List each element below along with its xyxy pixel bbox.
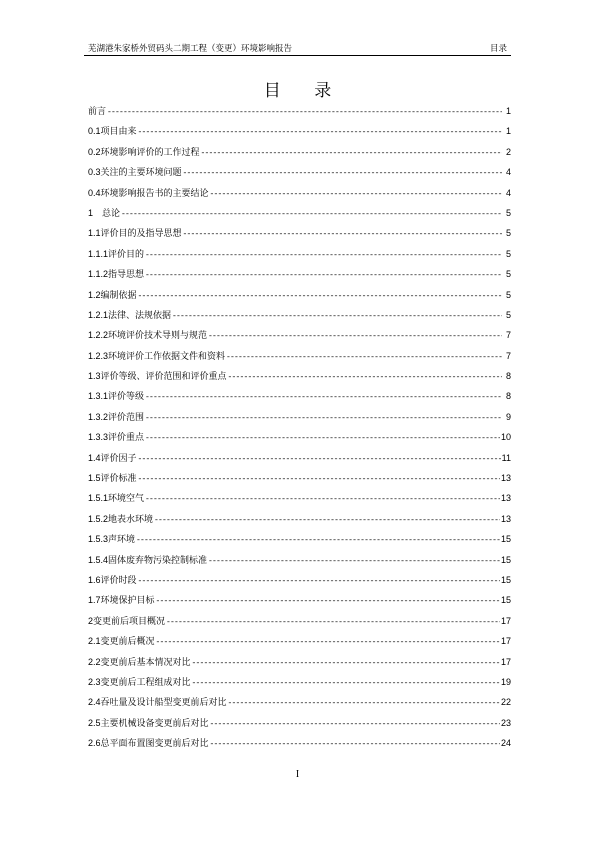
toc-leader-dashes <box>156 597 500 606</box>
toc-entry[interactable] <box>88 736 511 756</box>
toc-entry[interactable] <box>88 226 511 246</box>
toc-leader-dashes <box>192 679 500 688</box>
toc-leader-dashes <box>172 312 502 321</box>
toc-leader-dashes <box>208 557 500 566</box>
toc-entry[interactable] <box>88 267 511 287</box>
toc-entry-page: 19 <box>500 676 511 687</box>
toc-leader-dashes <box>138 455 501 464</box>
toc-entry[interactable] <box>88 410 511 430</box>
toc-leader-dashes <box>210 720 500 729</box>
toc-entry-title: 评价标准 <box>100 474 137 485</box>
page-header <box>88 40 507 54</box>
toc-leader-dashes <box>145 414 502 423</box>
toc-entry-number: 1.4 <box>88 452 101 463</box>
toc-entry-number: 2 <box>88 615 94 626</box>
toc-entry[interactable] <box>88 206 511 226</box>
toc-entry-page: 17 <box>500 615 511 626</box>
toc-entry-page: 7 <box>505 350 511 361</box>
toc-entry-number: 2.6 <box>88 738 101 749</box>
toc-entry-page: 5 <box>505 248 511 259</box>
toc-entry-page: 9 <box>505 411 511 422</box>
toc-entry-title: 变更前后项目概况 <box>93 616 166 627</box>
toc-entry-title: 评价范围 <box>108 412 145 423</box>
toc-entry[interactable] <box>88 532 511 552</box>
toc-entry-page: 17 <box>500 636 511 647</box>
toc-entry-page: 22 <box>500 697 511 708</box>
toc-leader-dashes <box>107 108 502 117</box>
toc-entry[interactable] <box>88 328 511 348</box>
toc-leader-dashes <box>210 740 500 749</box>
header-title: 芜湖港朱家桥外贸码头二期工程（变更）环境影响报告 <box>88 44 293 54</box>
toc-leader-dashes <box>121 210 502 219</box>
toc-entry-number: 0.3 <box>88 167 101 178</box>
toc-entry-title: 总平面布置图变更前后对比 <box>100 739 209 750</box>
toc-entry-page: 5 <box>505 207 511 218</box>
toc-entry-page: 15 <box>500 574 511 585</box>
toc-entry-title: 吞吐量及设计船型变更前后对比 <box>100 698 227 709</box>
toc-entry[interactable] <box>88 675 511 695</box>
toc-entry[interactable] <box>88 104 511 124</box>
toc-entry[interactable] <box>88 186 511 206</box>
toc-leader-dashes <box>145 434 500 443</box>
toc-entry-page: 8 <box>505 371 511 382</box>
toc-entry-page: 8 <box>505 391 511 402</box>
page-title: 目 录 <box>263 81 346 101</box>
toc-entry-number: 2.5 <box>88 717 101 728</box>
toc-entry[interactable] <box>88 451 511 471</box>
toc-entry-page: 13 <box>500 513 511 524</box>
toc-entry-number: 1.7 <box>88 595 101 606</box>
toc-entry-page: 15 <box>500 554 511 565</box>
toc-entry[interactable] <box>88 145 511 165</box>
toc-leader-dashes <box>228 373 502 382</box>
toc-entry-title: 法律、法规依据 <box>108 310 172 321</box>
toc-entry-title: 总论 <box>93 208 121 219</box>
toc-entry-number: 1.3.1 <box>88 391 109 402</box>
toc-entry-title: 环境影响报告书的主要结论 <box>100 188 209 199</box>
toc-entry-title: 项目由来 <box>100 127 137 138</box>
toc-entry[interactable] <box>88 491 511 511</box>
toc-entry-number: 1.2.3 <box>88 350 109 361</box>
toc-leader-dashes <box>145 393 502 402</box>
toc-entry[interactable] <box>88 634 511 654</box>
toc-leader-dashes <box>183 230 502 239</box>
toc-leader-dashes <box>192 659 500 668</box>
toc-entry-title: 地表水环境 <box>108 514 154 525</box>
toc-entry-number: 1.5.4 <box>88 554 109 565</box>
toc-entry[interactable] <box>88 124 511 144</box>
toc-leader-dashes <box>228 699 500 708</box>
toc-leader-dashes <box>136 536 500 545</box>
toc-leader-dashes <box>210 190 502 199</box>
toc-entry-number: 1.3.3 <box>88 432 109 443</box>
toc-entry-number: 0.2 <box>88 146 101 157</box>
toc-entry-title: 评价因子 <box>100 453 137 464</box>
toc-entry-title: 关注的主要环境问题 <box>100 168 182 179</box>
toc-leader-dashes <box>145 495 500 504</box>
toc-entry-page: 1 <box>505 126 511 137</box>
toc-entry-number: 1.1.1 <box>88 248 109 259</box>
toc-entry[interactable] <box>88 716 511 736</box>
toc-entry-title: 变更前后概况 <box>100 637 155 648</box>
toc-entry-page: 23 <box>500 717 511 728</box>
toc-entry-title: 前言 <box>88 107 107 117</box>
toc-leader-dashes <box>201 149 502 158</box>
toc-entry-number: 1.2.1 <box>88 309 109 320</box>
toc-entry-number: 1.1.2 <box>88 269 109 280</box>
toc-entry[interactable] <box>88 247 511 267</box>
toc-entry-title: 环境空气 <box>108 494 145 505</box>
toc-entry-title: 环境评价工作依据文件和资料 <box>108 351 226 362</box>
toc-entry-page: 24 <box>500 738 511 749</box>
toc-entry-title: 编制依据 <box>100 290 137 301</box>
toc-entry-page: 17 <box>500 656 511 667</box>
toc-entry-page: 4 <box>505 187 511 198</box>
toc-entry-page: 5 <box>505 269 511 280</box>
header-divider <box>84 55 511 56</box>
toc-entry-page: 7 <box>505 330 511 341</box>
toc-entry-title: 评价重点 <box>108 433 145 444</box>
toc-entry-title: 评价时段 <box>100 575 137 586</box>
toc-entry-title: 指导思想 <box>108 270 145 281</box>
toc-entry[interactable] <box>88 165 511 185</box>
toc-entry-page: 5 <box>505 309 511 320</box>
toc-entry-page: 5 <box>505 289 511 300</box>
toc-entry-number: 0.4 <box>88 187 101 198</box>
toc-entry[interactable] <box>88 308 511 328</box>
toc-leader-dashes <box>154 516 500 525</box>
toc-leader-dashes <box>156 638 500 647</box>
table-of-contents <box>88 104 511 757</box>
toc-entry-title: 环境保护目标 <box>100 596 155 607</box>
toc-entry-title: 评价等级、评价范围和评价重点 <box>100 372 227 383</box>
toc-entry-number: 1.1 <box>88 228 101 239</box>
toc-entry[interactable] <box>88 593 511 613</box>
toc-entry-number: 2.3 <box>88 676 101 687</box>
toc-entry[interactable] <box>88 369 511 389</box>
toc-entry[interactable] <box>88 695 511 715</box>
toc-entry[interactable] <box>88 553 511 573</box>
toc-entry[interactable] <box>88 430 511 450</box>
toc-leader-dashes <box>138 577 500 586</box>
toc-entry[interactable] <box>88 573 511 593</box>
toc-entry-title: 评价目的及指导思想 <box>100 229 182 240</box>
toc-leader-dashes <box>138 292 502 301</box>
toc-entry-number: 1.5 <box>88 473 101 484</box>
toc-leader-dashes <box>183 169 502 178</box>
toc-entry-page: 5 <box>505 228 511 239</box>
toc-entry[interactable] <box>88 655 511 675</box>
toc-entry-number: 1.6 <box>88 574 101 585</box>
toc-entry-page: 1 <box>505 106 511 116</box>
toc-entry-page: 11 <box>501 452 511 463</box>
toc-entry-title: 变更前后工程组成对比 <box>100 677 191 688</box>
toc-entry[interactable] <box>88 614 511 634</box>
toc-entry-page: 4 <box>505 167 511 178</box>
toc-entry-title: 声环境 <box>108 535 136 546</box>
toc-entry-page: 2 <box>505 146 511 157</box>
toc-leader-dashes <box>138 128 502 137</box>
toc-entry-number: 2.4 <box>88 697 101 708</box>
toc-entry-number: 0.1 <box>88 126 101 137</box>
toc-entry-page: 15 <box>500 534 511 545</box>
toc-entry-page: 13 <box>500 473 511 484</box>
toc-entry-number: 1.5.3 <box>88 534 109 545</box>
toc-entry-page: 10 <box>500 432 511 443</box>
toc-entry-number: 2.1 <box>88 636 101 647</box>
toc-entry-number: 1.2 <box>88 289 101 300</box>
toc-entry-title: 固体废弃物污染控制标准 <box>108 555 208 566</box>
toc-entry[interactable] <box>88 349 511 369</box>
toc-entry-number: 1 <box>88 207 94 218</box>
toc-leader-dashes <box>166 618 500 627</box>
toc-entry-title: 评价等级 <box>108 392 145 403</box>
toc-leader-dashes <box>226 353 502 362</box>
toc-entry-title: 变更前后基本情况对比 <box>100 657 191 668</box>
toc-entry-number: 2.2 <box>88 656 101 667</box>
toc-entry[interactable] <box>88 471 511 491</box>
toc-leader-dashes <box>208 332 502 341</box>
toc-entry-title: 评价目的 <box>108 249 145 260</box>
toc-entry-number: 1.3.2 <box>88 411 109 422</box>
toc-leader-dashes <box>145 251 502 260</box>
toc-entry[interactable] <box>88 288 511 308</box>
toc-entry-number: 1.5.2 <box>88 513 109 524</box>
toc-entry-title: 环境评价技术导则与规范 <box>108 331 208 342</box>
toc-entry-page: 15 <box>500 595 511 606</box>
toc-leader-dashes <box>145 271 502 280</box>
toc-entry-title: 主要机械设备变更前后对比 <box>100 718 209 729</box>
toc-entry[interactable] <box>88 512 511 532</box>
toc-entry[interactable] <box>88 389 511 409</box>
header-section: 目录 <box>489 44 507 54</box>
page-number: I <box>295 769 300 780</box>
toc-entry-number: 1.5.1 <box>88 493 109 504</box>
toc-entry-number: 1.3 <box>88 371 101 382</box>
toc-entry-page: 13 <box>500 493 511 504</box>
toc-entry-title: 环境影响评价的工作过程 <box>100 147 200 158</box>
toc-entry-number: 1.2.2 <box>88 330 109 341</box>
toc-leader-dashes <box>138 475 500 484</box>
